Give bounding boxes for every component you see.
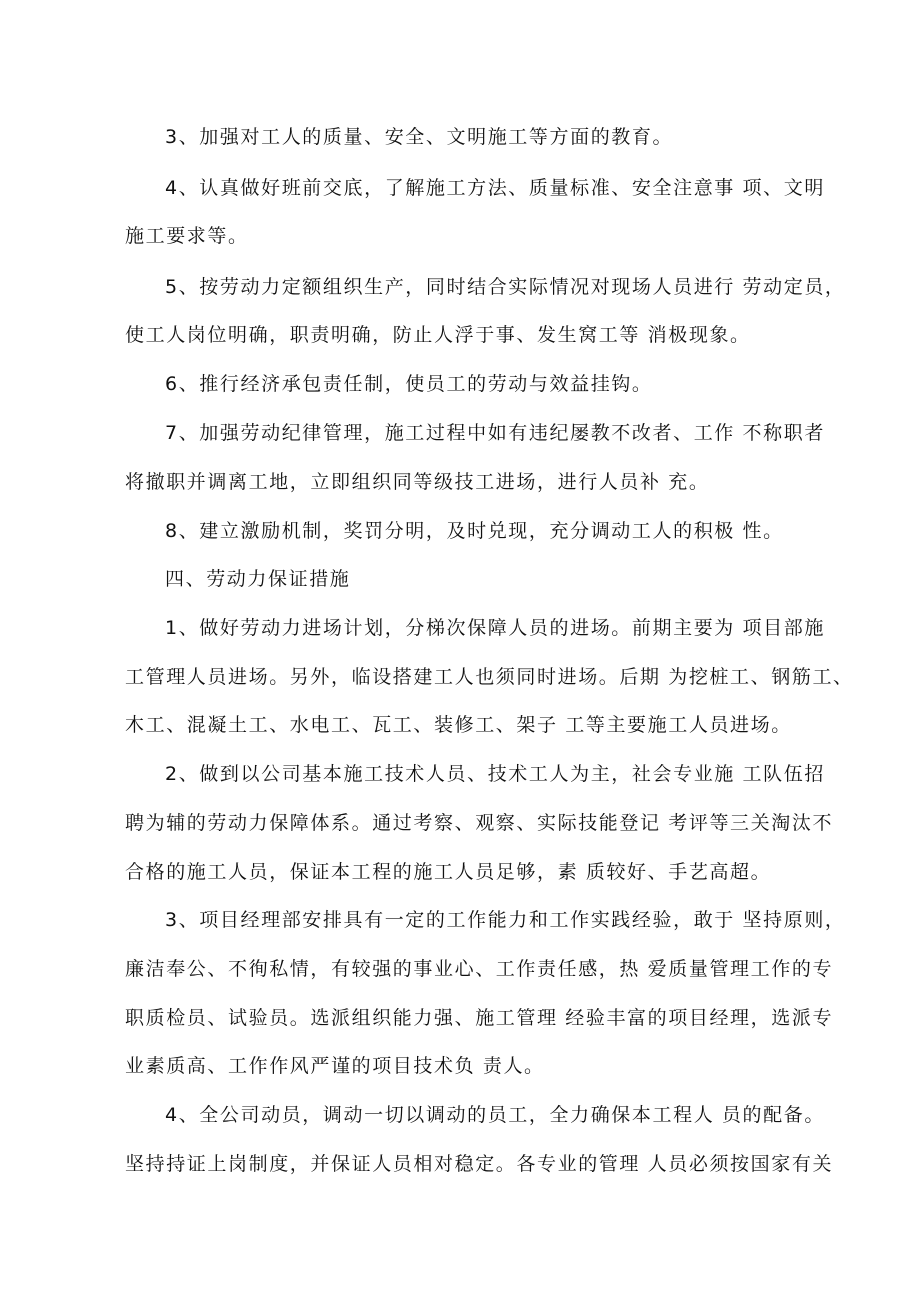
text-line: 2、做到以公司基本施工技术人员、技术工人为主，社会专业施 工队伍招: [165, 763, 825, 785]
text-line: 1、做好劳动力进场计划，分梯次保障人员的进场。前期主要为 项目部施: [165, 617, 825, 639]
text-line: 职质检员、试验员。选派组织能力强、施工管理 经验丰富的项目经理，选派专: [125, 1007, 834, 1029]
text-line: 木工、混凝土工、水电工、瓦工、装修工、架子 工等主要施工人员进场。: [125, 714, 792, 736]
text-line: 施工要求等。: [125, 225, 249, 247]
text-line: 业素质高、工作作风严谨的项目技术负 责人。: [125, 1055, 545, 1077]
text-line: 使工人岗位明确，职责明确，防止人浮于事、发生窝工等 消极现象。: [125, 324, 751, 346]
text-line: 8、建立激励机制，奖罚分明，及时兑现，充分调动工人的积极 性。: [165, 520, 784, 542]
text-line: 坚持持证上岗制度，并保证人员相对稳定。各专业的管理 人员必须按国家有关: [125, 1153, 834, 1175]
text-line: 工管理人员进场。另外，临设搭建工人也须同时进场。后期 为挖桩工、钢筋工、: [125, 666, 854, 688]
section-heading: 四、劳动力保证措施: [165, 568, 351, 590]
text-line: 5、按劳动力定额组织生产，同时结合实际情况对现场人员进行 劳动定员，: [165, 276, 846, 298]
text-line: 3、项目经理部安排具有一定的工作能力和工作实践经验，敢于 坚持原则，: [165, 909, 846, 931]
text-line: 4、全公司动员，调动一切以调动的员工，全力确保本工程人 员的配备。: [165, 1104, 825, 1126]
text-line: 聘为辅的劳动力保障体系。通过考察、观察、实际技能登记 考评等三关淘汰不: [125, 812, 834, 834]
text-line: 将撤职并调离工地，立即组织同等级技工进场，进行人员补 充。: [125, 471, 710, 493]
text-line: 7、加强劳动纪律管理，施工过程中如有违纪屡教不改者、工作 不称职者: [165, 422, 825, 444]
text-line: 合格的施工人员，保证本工程的施工人员足够，素 质较好、手艺高超。: [125, 861, 772, 883]
text-line: 6、推行经济承包责任制，使员工的劳动与效益挂钩。: [165, 373, 653, 395]
text-line: 廉洁奉公、不徇私情，有较强的事业心、工作责任感，热 爱质量管理工作的专: [125, 958, 834, 980]
text-line: 4、认真做好班前交底，了解施工方法、质量标准、安全注意事 项、文明: [165, 177, 825, 199]
text-line: 3、加强对工人的质量、安全、文明施工等方面的教育。: [165, 126, 674, 148]
